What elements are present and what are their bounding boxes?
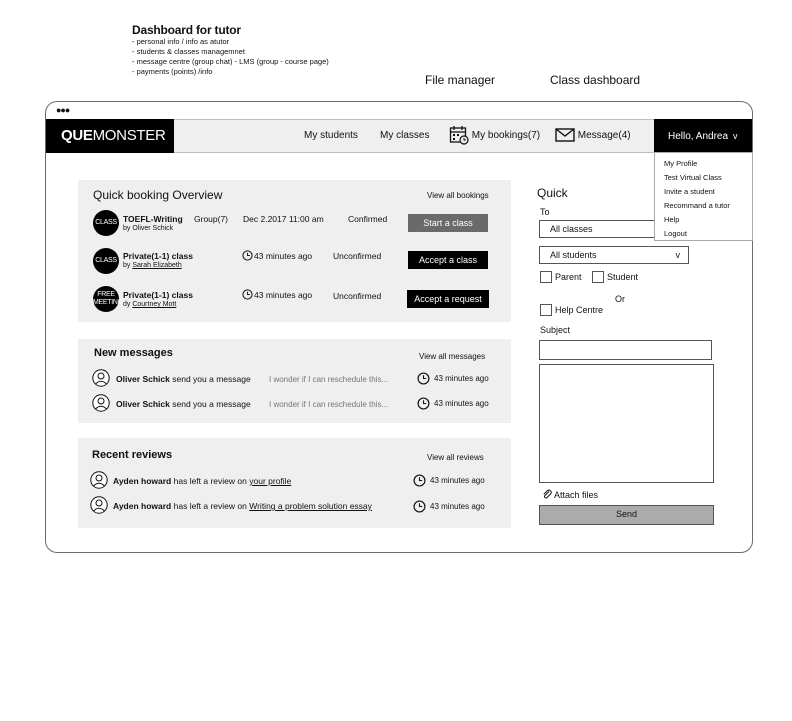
annotation-note <box>132 23 329 77</box>
booking-status: Confirmed <box>348 214 388 224</box>
nav-message[interactable] <box>555 120 631 152</box>
reviewer-name: Ayden howard <box>113 501 172 511</box>
menu-item-my-profile[interactable]: My Profile <box>664 159 698 168</box>
review-text: has left a review on <box>173 501 247 511</box>
classes-select-value: All classes <box>550 224 593 234</box>
student-link[interactable]: Sarah Elizabeth <box>132 262 182 269</box>
parent-checkbox[interactable] <box>540 271 552 283</box>
by-prefix: by <box>123 262 133 269</box>
classes-select[interactable] <box>539 220 655 238</box>
reviews-title: Recent reviews <box>92 449 173 461</box>
message-sender: Oliver Schick <box>116 374 170 384</box>
nav-my-bookings[interactable] <box>449 120 540 152</box>
chevron-down-icon: v <box>675 250 680 260</box>
annotation-title: Dashboard for tutor <box>132 23 241 37</box>
message-text: send you a message <box>172 399 251 409</box>
message-textarea[interactable] <box>539 364 714 483</box>
nav-my-bookings-label: My bookings(7) <box>471 130 541 141</box>
review-target-link[interactable]: Writing a problem solution essay <box>249 501 372 511</box>
review-time: 43 minutes ago <box>430 476 485 485</box>
booking-name: Private(1-1) class <box>123 290 193 300</box>
accept-class-button[interactable]: Accept a class <box>408 251 488 269</box>
clock-icon <box>413 500 426 513</box>
user-avatar-icon <box>92 369 110 387</box>
nav-my-students[interactable]: My students <box>304 130 358 141</box>
calendar-icon <box>449 125 469 145</box>
nav-my-classes[interactable]: My classes <box>380 130 430 141</box>
students-select-value: All students <box>550 250 597 260</box>
free-meeting-badge <box>93 286 123 312</box>
menu-item-help[interactable]: Help <box>664 215 680 224</box>
parent-label: Parent <box>555 272 582 282</box>
file-manager-label: File manager <box>425 73 496 87</box>
clock-icon <box>413 474 426 487</box>
quick-message-title: Quick <box>537 186 568 200</box>
booking-tutor: by Oliver Schick <box>123 225 174 232</box>
messages-panel <box>78 339 511 423</box>
menu-item-recommend-tutor[interactable]: Recommand a tutor <box>664 201 730 210</box>
clock-icon <box>417 397 430 410</box>
booking-time: Dec 2.2017 11:00 am <box>243 214 324 224</box>
window-dots-icon: ●●● <box>56 105 70 115</box>
messages-title: New messages <box>94 347 173 359</box>
message-preview: I wonder if I can reschedule this... <box>269 375 389 384</box>
greeting-label: Hello, Andrea <box>668 131 729 142</box>
subject-input[interactable] <box>539 340 712 360</box>
view-all-bookings-link[interactable]: View all bookings <box>427 191 489 200</box>
menu-item-logout[interactable]: Logout <box>664 229 687 238</box>
review-row <box>113 501 372 511</box>
message-sender: Oliver Schick <box>116 399 170 409</box>
browser-window <box>45 101 753 553</box>
send-button[interactable]: Send <box>539 505 714 525</box>
class-badge: CLASS <box>93 248 119 274</box>
menu-item-test-virtual-class[interactable]: Test Virtual Class <box>664 173 722 182</box>
or-label: Or <box>615 294 625 304</box>
top-navbar <box>46 119 752 153</box>
reviewer-name: Ayden howard <box>113 476 172 486</box>
clock-icon <box>242 289 253 300</box>
booking-time: 43 minutes ago <box>254 251 313 261</box>
to-label: To <box>540 207 550 217</box>
annotation-line: - message centre (group chat) - LMS (group - course page) <box>132 57 329 66</box>
message-row[interactable] <box>116 374 251 384</box>
class-dashboard-label: Class dashboard <box>550 73 641 87</box>
clock-icon <box>242 250 253 261</box>
message-time: 43 minutes ago <box>434 374 489 383</box>
clock-icon <box>417 372 430 385</box>
annotation-line: - personal info / info as atutor <box>132 37 230 46</box>
start-class-button[interactable]: Start a class <box>408 214 488 232</box>
booking-panel <box>78 180 511 322</box>
booking-tutor-row <box>123 262 182 269</box>
message-preview: I wonder if I can reschedule this... <box>269 400 389 409</box>
logo-bold: QUE <box>61 127 93 144</box>
review-text: has left a review on <box>173 476 247 486</box>
menu-item-invite-student[interactable]: Invite a student <box>664 187 715 196</box>
paperclip-icon <box>542 489 552 499</box>
badge-line-1: FREE <box>97 291 115 298</box>
booking-time: 43 minutes ago <box>254 290 313 300</box>
annotation-line: - students & classes managemnet <box>132 47 245 56</box>
attach-files-label: Attach files <box>554 490 599 500</box>
reviews-panel <box>78 438 511 528</box>
booking-name: Private(1-1) class <box>123 251 193 261</box>
students-select[interactable] <box>539 246 689 264</box>
review-target-link[interactable]: your profile <box>249 476 292 486</box>
student-checkbox[interactable] <box>592 271 604 283</box>
booking-tutor-row <box>123 301 176 308</box>
help-centre-checkbox[interactable] <box>540 304 552 316</box>
user-avatar-icon <box>90 496 108 514</box>
booking-status: Unconfirmed <box>333 291 382 301</box>
subject-label: Subject <box>540 325 571 335</box>
booking-title: Quick booking Overview <box>93 188 223 202</box>
accept-request-button[interactable]: Accept a request <box>407 290 489 308</box>
user-avatar-icon <box>92 394 110 412</box>
help-centre-label: Help Centre <box>555 305 604 315</box>
logo[interactable] <box>46 119 174 153</box>
message-time: 43 minutes ago <box>434 399 489 408</box>
student-label: Student <box>607 272 639 282</box>
envelope-icon <box>555 127 575 143</box>
logo-rest: MONSTER <box>92 127 166 144</box>
message-text: send you a message <box>172 374 251 384</box>
class-badge: CLASS <box>93 210 119 236</box>
view-all-messages-link[interactable]: View all messages <box>419 352 486 361</box>
view-all-reviews-link[interactable]: View all reviews <box>427 453 484 462</box>
review-row <box>113 476 291 486</box>
badge-line-2: MEETING <box>93 299 123 306</box>
student-link[interactable]: Courtney Mott <box>132 301 177 308</box>
booking-name: TOEFL-Writing <box>123 214 183 224</box>
user-greeting-dropdown[interactable] <box>654 119 752 153</box>
chevron-down-icon: v <box>733 131 738 141</box>
annotation-line: - payments (points) /info <box>132 67 213 76</box>
nav-message-label: Message(4) <box>577 130 631 141</box>
user-menu <box>654 152 753 241</box>
attach-files-link[interactable] <box>542 489 598 500</box>
booking-status: Unconfirmed <box>333 251 382 261</box>
by-prefix: dy <box>123 301 133 308</box>
user-avatar-icon <box>90 471 108 489</box>
review-time: 43 minutes ago <box>430 502 485 511</box>
message-row[interactable] <box>116 399 251 409</box>
booking-group: Group(7) <box>194 214 229 224</box>
